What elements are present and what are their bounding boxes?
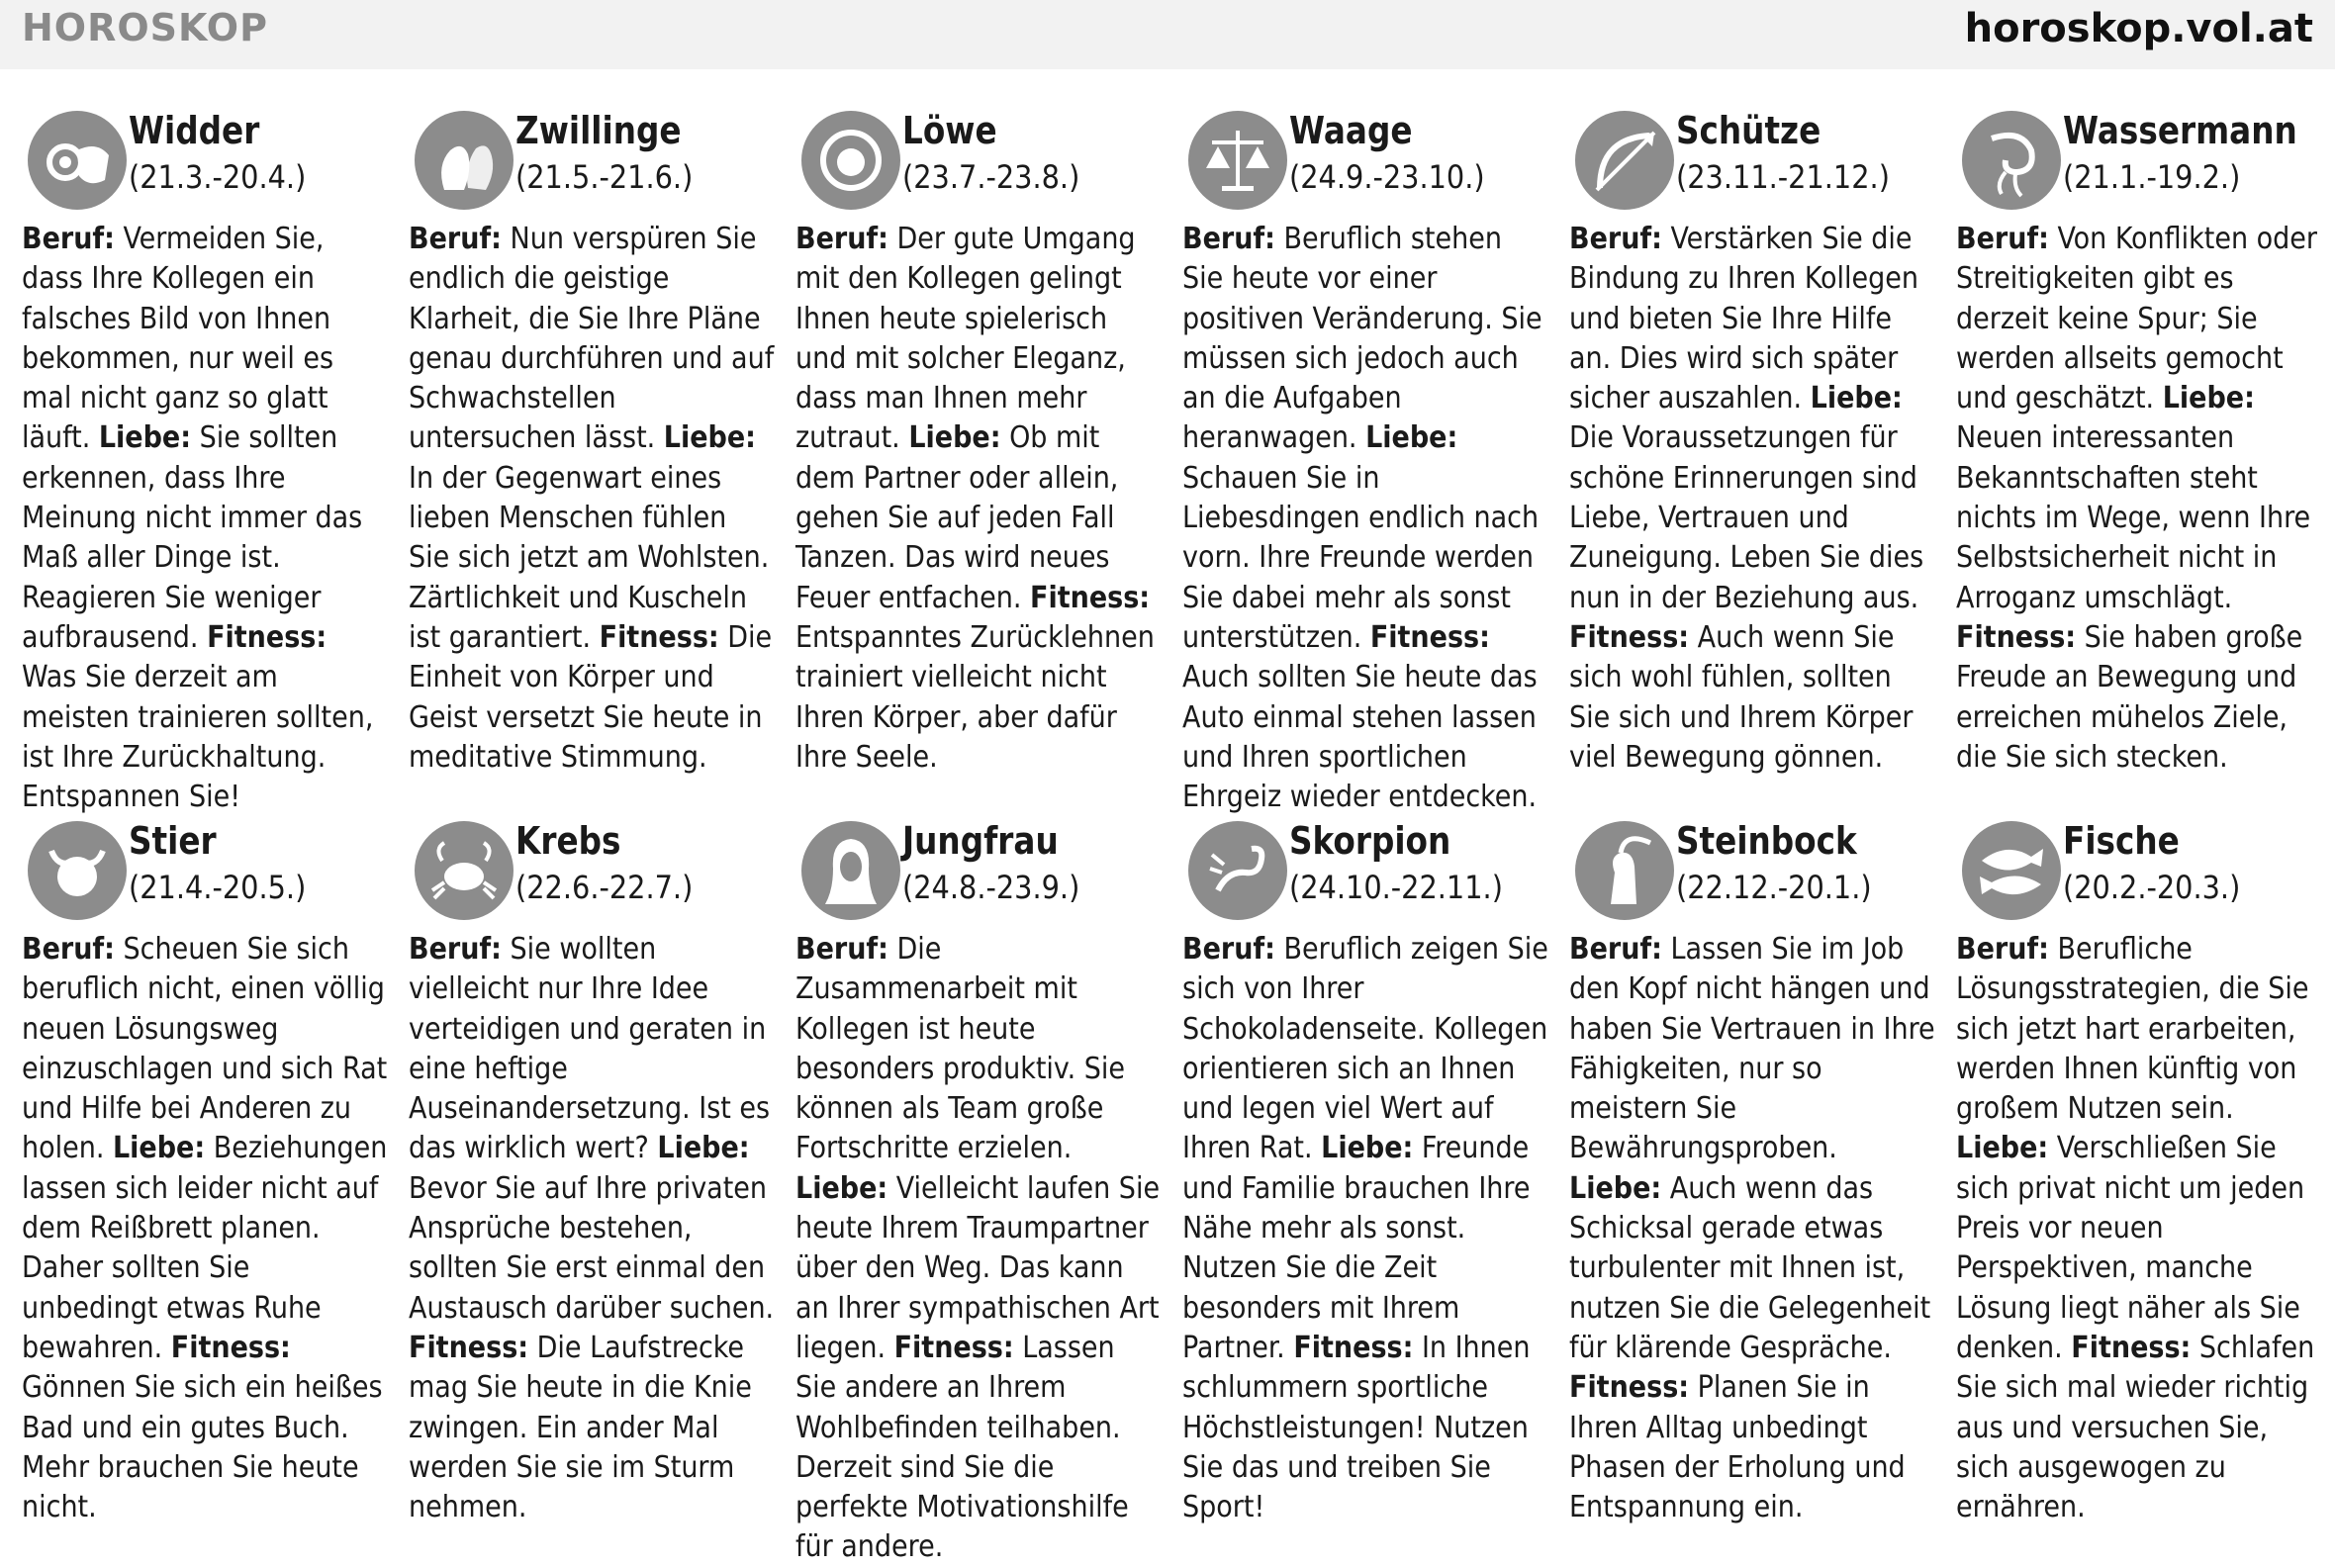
beruf-label: Beruf: xyxy=(1182,222,1275,256)
scorpion-icon xyxy=(1188,821,1287,920)
virgin-icon xyxy=(801,821,900,920)
beruf-text: Sie wollten vielleicht nur Ihre Idee verteidigen und geraten in eine heftige Auseinandersetzung. Ist es das wirklich wert? xyxy=(409,932,771,1166)
fitness-label: Fitness: xyxy=(1956,619,2077,655)
fitness-text: Die Laufstrecke mag Sie heute in die Knie zwingen. Ein ander Mal werden Sie sie im Sturm nehmen. xyxy=(409,1330,752,1525)
fitness-label: Fitness: xyxy=(1030,580,1151,615)
beruf-text: Von Konflikten oder Streitigkeiten gibt es derzeit keine Spur; Sie werden allseits gemocht und geschätzt. xyxy=(1956,222,2318,416)
sign-text xyxy=(1182,220,1548,817)
beruf-text: Beruflich stehen Sie heute vor einer positiven Veränderung. Sie müssen sich jedoch auch an die Aufgaben heranwagen. xyxy=(1182,222,1542,456)
fitness-text: Entspanntes Zurücklehnen trainiert vielleicht nicht Ihren Körper, aber dafür Ihre Seele. xyxy=(795,619,1155,775)
beruf-label: Beruf: xyxy=(409,222,502,256)
sign-text xyxy=(1569,220,1935,778)
sign-text xyxy=(22,930,388,1527)
sign-dates: (21.1.-19.2.) xyxy=(2063,158,2241,196)
beruf-text: Der gute Umgang mit den Kollegen gelingt Ihnen heute spielerisch und mit solcher Eleganz, dass man Ihnen mehr zutraut. xyxy=(795,222,1136,456)
beruf-label: Beruf: xyxy=(1569,932,1662,967)
sign-dates: (20.2.-20.3.) xyxy=(2063,869,2241,906)
sign-dates: (24.10.-22.11.) xyxy=(1289,869,1503,906)
beruf-text: Berufliche Lösungsstrategien, die Sie sich jetzt hart erarbeiten, werden Ihnen künftig von großem Nutzen sein. xyxy=(1956,932,2309,1127)
fitness-text: Auch wenn Sie sich wohl fühlen, sollten Sie sich und Ihrem Körper viel Bewegung gönnen. xyxy=(1569,619,1914,775)
liebe-label: Liebe: xyxy=(795,1170,888,1206)
sign-dates: (22.12.-20.1.) xyxy=(1676,869,1872,906)
fitness-label: Fitness: xyxy=(1369,619,1490,655)
fish-icon xyxy=(1962,821,2061,920)
liebe-text: Schauen Sie in Liebesdingen endlich nach vorn. Ihre Freunde werden Sie dabei mehr als sonst unterstützen. xyxy=(1182,460,1540,655)
sign-text xyxy=(409,930,775,1527)
sign-dates: (24.8.-23.9.) xyxy=(902,869,1080,906)
sign-name: Skorpion xyxy=(1289,819,1451,863)
fitness-label: Fitness: xyxy=(1569,619,1690,655)
sign-name: Steinbock xyxy=(1676,819,1857,863)
liebe-label: Liebe: xyxy=(1365,420,1458,456)
fitness-label: Fitness: xyxy=(170,1330,291,1365)
beruf-label: Beruf: xyxy=(22,932,115,967)
beruf-text: Verstärken Sie die Bindung zu Ihren Kollegen und bieten Sie Ihre Hilfe an. Dies wird sich später sicher auszahlen. xyxy=(1569,222,1918,416)
sign-dates: (21.4.-20.5.) xyxy=(129,869,307,906)
beruf-text: Die Zusammenarbeit mit Kollegen ist heute besonders produktiv. Sie können als Team große Fortschritte erzielen. xyxy=(795,932,1125,1166)
liebe-label: Liebe: xyxy=(2162,381,2255,416)
beruf-text: Vermeiden Sie, dass Ihre Kollegen ein falsches Bild von Ihnen bekommen, nur weil es mal nicht ganz so glatt läuft. xyxy=(22,222,334,456)
sign-text xyxy=(795,930,1162,1568)
beruf-text: Lassen Sie im Job den Kopf nicht hängen und haben Sie Vertrauen in Ihre Fähigkeiten, nur so meistern Sie Bewährungsproben. xyxy=(1569,932,1935,1166)
fitness-label: Fitness: xyxy=(409,1330,529,1365)
beruf-label: Beruf: xyxy=(409,932,502,967)
liebe-text: Sie sollten erkennen, dass Ihre Meinung nicht immer das Maß aller Dinge ist. Reagieren Sie weniger aufbrausend. xyxy=(22,420,363,655)
ram-icon xyxy=(28,111,127,210)
water-bearer-icon xyxy=(1962,111,2061,210)
beruf-label: Beruf: xyxy=(795,932,888,967)
liebe-label: Liebe: xyxy=(1321,1131,1414,1166)
liebe-label: Liebe: xyxy=(1956,1131,2049,1166)
beruf-label: Beruf: xyxy=(795,222,888,256)
section-title: HOROSKOP xyxy=(22,6,268,49)
fitness-text: Lassen Sie andere an Ihrem Wohlbefinden teilhaben. Derzeit sind Sie die perfekte Motivationshilfe für andere. xyxy=(795,1330,1129,1565)
sign-dates: (23.7.-23.8.) xyxy=(902,158,1080,196)
sign-name: Wassermann xyxy=(2063,109,2297,152)
fitness-text: Auch sollten Sie heute das Auto einmal stehen lassen und Ihren sportlichen Ehrgeiz wieder entdecken. xyxy=(1182,660,1538,815)
beruf-label: Beruf: xyxy=(1956,222,2049,256)
fitness-text: Sie haben große Freude an Bewegung und erreichen mühelos Ziele, die Sie sich stecken. xyxy=(1956,619,2303,775)
fitness-text: Was Sie derzeit am meisten trainieren sollten, ist Ihre Zurückhaltung. Entspannen Sie! xyxy=(22,660,374,815)
liebe-label: Liebe: xyxy=(1569,1170,1662,1206)
fitness-label: Fitness: xyxy=(1569,1370,1690,1406)
sign-name: Schütze xyxy=(1676,109,1821,152)
twins-icon xyxy=(415,111,514,210)
fitness-text: Planen Sie in Ihren Alltag unbedingt Phasen der Erholung und Entspannung ein. xyxy=(1569,1370,1906,1525)
fitness-text: Die Einheit von Körper und Geist versetzt Sie heute in meditative Stimmung. xyxy=(409,619,773,775)
sign-text xyxy=(795,220,1162,778)
scales-icon xyxy=(1188,111,1287,210)
page-header xyxy=(0,0,2335,69)
liebe-label: Liebe: xyxy=(908,420,1001,456)
liebe-label: Liebe: xyxy=(1810,381,1903,416)
fitness-label: Fitness: xyxy=(599,619,719,655)
sign-name: Krebs xyxy=(515,819,621,863)
liebe-label: Liebe: xyxy=(657,1131,750,1166)
liebe-text: In der Gegenwart eines lieben Menschen fühlen Sie sich jetzt am Wohlsten. Zärtlichkeit und Kuscheln ist garantiert. xyxy=(409,460,770,655)
sign-name: Zwillinge xyxy=(515,109,682,152)
archer-bow-icon xyxy=(1575,111,1674,210)
liebe-text: Verschließen Sie sich privat nicht um jeden Preis vor neuen Perspektiven, manche Lösung liegt näher als Sie denken. xyxy=(1956,1131,2305,1365)
sign-dates: (22.6.-22.7.) xyxy=(515,869,694,906)
sign-text xyxy=(22,220,388,817)
fitness-label: Fitness: xyxy=(207,619,327,655)
beruf-text: Scheuen Sie sich beruflich nicht, einen völlig neuen Lösungsweg einzuschlagen und sich Rat und Hilfe bei Anderen zu holen. xyxy=(22,932,388,1166)
bull-icon xyxy=(28,821,127,920)
beruf-text: Nun verspüren Sie endlich die geistige Klarheit, die Sie Ihre Pläne genau durchführen und auf Schwachstellen untersuchen lässt. xyxy=(409,222,775,456)
sign-dates: (24.9.-23.10.) xyxy=(1289,158,1485,196)
fitness-text: In Ihnen schlummern sportliche Höchstleistungen! Nutzen Sie das und treiben Sie Sport! xyxy=(1182,1330,1531,1525)
liebe-label: Liebe: xyxy=(98,420,192,456)
liebe-label: Liebe: xyxy=(112,1131,206,1166)
sign-name: Jungfrau xyxy=(902,819,1059,863)
beruf-label: Beruf: xyxy=(22,222,115,256)
sign-name: Widder xyxy=(129,109,260,152)
crab-icon xyxy=(415,821,514,920)
liebe-text: Beziehungen lassen sich leider nicht auf dem Reißbrett planen. Daher sollten Sie unbedingt etwas Ruhe bewahren. xyxy=(22,1131,388,1365)
liebe-label: Liebe: xyxy=(663,420,756,456)
sign-name: Löwe xyxy=(902,109,997,152)
liebe-text: Auch wenn das Schicksal gerade etwas turbulenter mit Ihnen ist, nutzen Sie die Gelegenheit für klärende Gespräche. xyxy=(1569,1170,1931,1365)
liebe-text: Bevor Sie auf Ihre privaten Ansprüche bestehen, sollten Sie erst einmal den Austausch darüber suchen. xyxy=(409,1170,775,1326)
ibex-icon xyxy=(1575,821,1674,920)
sign-text xyxy=(1182,930,1548,1527)
liebe-text: Die Voraussetzungen für schöne Erinnerungen sind Liebe, Vertrauen und Zuneigung. Leben Sie dies nun in der Beziehung aus. xyxy=(1569,420,1924,615)
beruf-label: Beruf: xyxy=(1956,932,2049,967)
fitness-text: Gönnen Sie sich ein heißes Bad und ein gutes Buch. Mehr brauchen Sie heute nicht. xyxy=(22,1370,383,1525)
lion-icon xyxy=(801,111,900,210)
liebe-text: Neuen interessanten Bekanntschaften steht nichts im Wege, wenn Ihre Selbstsicherheit nicht in Arroganz umschlägt. xyxy=(1956,420,2311,615)
fitness-label: Fitness: xyxy=(1293,1330,1414,1365)
sign-text xyxy=(1956,930,2322,1527)
sign-dates: (21.5.-21.6.) xyxy=(515,158,694,196)
sign-name: Waage xyxy=(1289,109,1413,152)
liebe-text: Freunde und Familie brauchen Ihre Nähe mehr als sonst. Nutzen Sie die Zeit besonders mit Ihrem Partner. xyxy=(1182,1131,1531,1365)
sign-name: Fische xyxy=(2063,819,2180,863)
fitness-label: Fitness: xyxy=(893,1330,1014,1365)
sign-name: Stier xyxy=(129,819,217,863)
site-url[interactable]: horoskop.vol.at xyxy=(1964,6,2313,51)
sign-text xyxy=(1569,930,1935,1527)
sign-text xyxy=(1956,220,2322,778)
fitness-text: Schlafen Sie sich mal wieder richtig aus und versuchen Sie, sich ausgewogen zu ernähren. xyxy=(1956,1330,2315,1525)
sign-text xyxy=(409,220,775,778)
beruf-label: Beruf: xyxy=(1569,222,1662,256)
liebe-text: Ob mit dem Partner oder allein, gehen Sie auf jeden Fall Tanzen. Das wird neues Feuer entfachen. xyxy=(795,420,1119,615)
beruf-text: Beruflich zeigen Sie sich von Ihrer Schokoladenseite. Kollegen orientieren sich an Ihnen und legen viel Wert auf Ihren Rat. xyxy=(1182,932,1548,1166)
liebe-text: Vielleicht laufen Sie heute Ihrem Traumpartner über den Weg. Das kann an Ihrer sympathischen Art liegen. xyxy=(795,1170,1161,1365)
fitness-label: Fitness: xyxy=(2071,1330,2192,1365)
beruf-label: Beruf: xyxy=(1182,932,1275,967)
sign-dates: (23.11.-21.12.) xyxy=(1676,158,1890,196)
sign-dates: (21.3.-20.4.) xyxy=(129,158,307,196)
